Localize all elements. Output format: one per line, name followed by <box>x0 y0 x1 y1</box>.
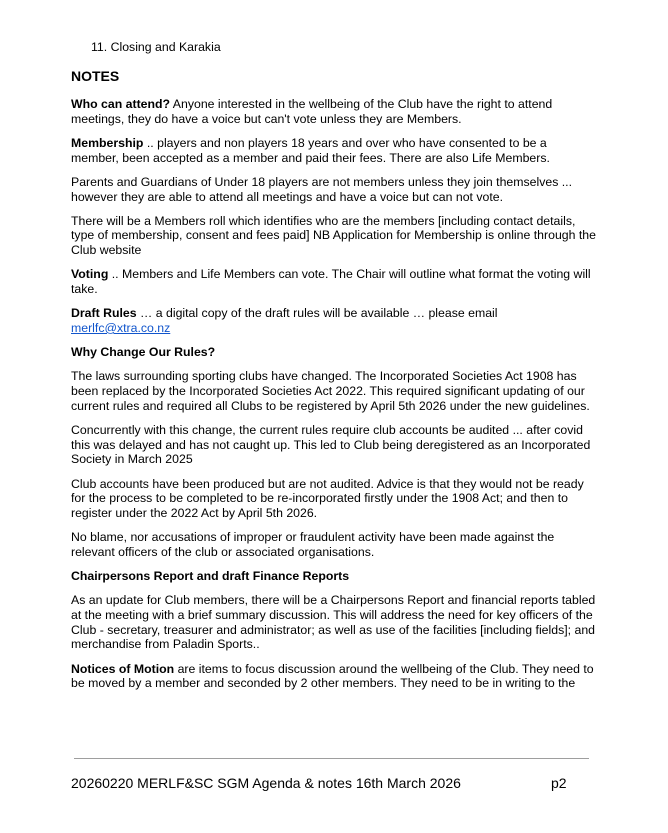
footer-divider <box>74 758 589 759</box>
notices-paragraph <box>71 662 596 691</box>
agenda-item-closing: 11. Closing and Karakia <box>91 40 221 54</box>
footer-doc-title: 20260220 MERLF&SC SGM Agenda & notes 16th March 2026 <box>71 775 461 791</box>
email-link[interactable]: merlfc@xtra.co.nz <box>71 320 171 335</box>
draft-rules-paragraph <box>71 306 596 335</box>
who-can-attend-text: Anyone interested in the wellbeing of the Club have the right to attend meetings, they do have a voice but can't vote unless they are Members. <box>71 97 553 126</box>
notices-label: Notices of Motion <box>71 661 175 676</box>
why-change-paragraph-3: Club accounts have been produced but are not audited. Advice is that they would not be ready for the process to be completed to be re-incorporated firstly under the 1908 Act; and then to register under the 2022 Act by April 5th 2026. <box>71 476 584 520</box>
document-body <box>71 40 596 701</box>
members-roll-paragraph: There will be a Members roll which identifies who are the members [including contact details, type of membership, consent and fees paid] NB Application for Membership is online through the Club website <box>71 213 596 258</box>
notices-text: are items to focus discussion around the wellbeing of the Club. They need to be moved by a member and seconded by 2 other members. They need to be in writing to the <box>71 661 594 691</box>
membership-label: Membership <box>71 135 144 150</box>
voting-paragraph <box>71 267 596 296</box>
why-change-paragraph-2: Concurrently with this change, the current rules require club accounts be audited ... after covid this was delayed and has not caught up. This led to Club being deregistered as an Incorporated Society in March 2025 <box>71 422 591 467</box>
voting-text: .. Members and Life Members can vote. The Chair will outline what format the voting will take. <box>71 267 591 297</box>
membership-text: .. players and non players 18 years and over who have consented to be a member, been accepted as a member and paid their fees. There are also Life Members. <box>71 135 550 165</box>
draft-rules-label: Draft Rules <box>71 306 137 321</box>
notes-heading: NOTES <box>71 68 120 84</box>
why-change-heading: Why Change Our Rules? <box>71 345 216 360</box>
why-change-paragraph-1: The laws surrounding sporting clubs have changed. The Incorporated Societies Act 1908 has been replaced by the Incorporated Societies Act 2022. This required significant updating of our current rules and required all Clubs to be registered by April 5th 2026 under the new guidelines. <box>71 369 590 413</box>
membership-paragraph <box>71 136 596 165</box>
why-change-paragraph-4: No blame, nor accusations of improper or fraudulent activity have been made against the relevant officers of the club or associated organisations. <box>71 530 555 559</box>
chair-report-paragraph: As an update for Club members, there will be a Chairpersons Report and financial reports tabled at the meeting with a brief summary discussion. This will address the need for key officers of the Club - secretary, treasurer and administrator; as well as use of the facilities [including fields]; and merchandise from Paladin Sports.. <box>71 593 596 652</box>
voting-label: Voting <box>71 267 109 282</box>
draft-rules-text: … a digital copy of the draft rules will be available … please email <box>136 306 498 321</box>
who-can-attend-paragraph <box>71 97 596 126</box>
footer-page-number: p2 <box>551 775 567 791</box>
who-can-attend-label: Who can attend? <box>71 97 171 111</box>
parents-paragraph: Parents and Guardians of Under 18 players are not members unless they join themselves ... however they are able to attend all meetings and have a voice but can not vote. <box>71 174 573 204</box>
chair-report-heading: Chairpersons Report and draft Finance Reports <box>71 569 350 584</box>
